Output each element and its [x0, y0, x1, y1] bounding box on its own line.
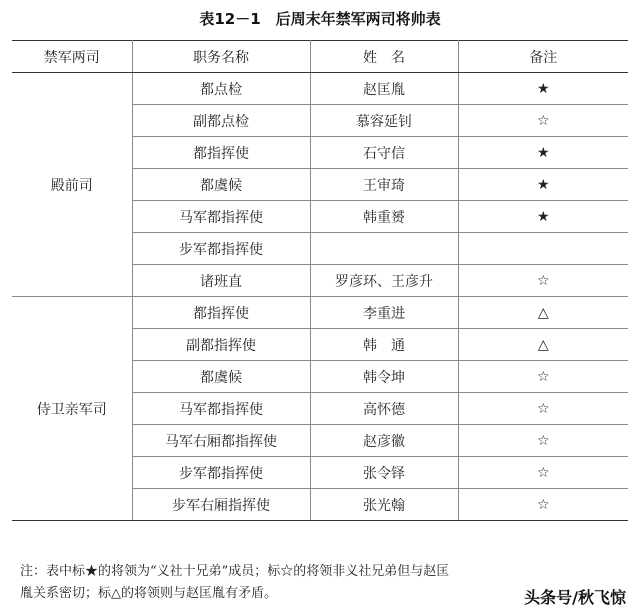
header-cell-post: 职务名称	[132, 41, 310, 73]
remark-cell: ☆	[458, 489, 628, 521]
person-cell: 石守信	[310, 137, 458, 169]
header-cell-division: 禁军两司	[12, 41, 132, 73]
post-cell: 马军右厢都指挥使	[132, 425, 310, 457]
post-cell: 步军都指挥使	[132, 457, 310, 489]
table-title: 表12－1 后周末年禁军两司将帅表	[199, 10, 441, 28]
table-row	[12, 73, 628, 105]
post-cell: 马军都指挥使	[132, 201, 310, 233]
person-cell: 韩 通	[310, 329, 458, 361]
division-cell: 侍卫亲军司	[12, 297, 132, 521]
post-cell: 都虞候	[132, 361, 310, 393]
remark-cell: ☆	[458, 265, 628, 297]
person-cell: 韩令坤	[310, 361, 458, 393]
division-cell: 殿前司	[12, 73, 132, 297]
person-cell	[310, 233, 458, 265]
person-cell: 张光翰	[310, 489, 458, 521]
post-cell: 都点检	[132, 73, 310, 105]
person-cell: 韩重赟	[310, 201, 458, 233]
person-cell: 赵匡胤	[310, 73, 458, 105]
person-cell: 罗彦环、王彦升	[310, 265, 458, 297]
remark-cell: ☆	[458, 361, 628, 393]
remark-cell: ☆	[458, 105, 628, 137]
post-cell: 都指挥使	[132, 137, 310, 169]
post-cell: 诸班直	[132, 265, 310, 297]
header-cell-name: 姓 名	[310, 41, 458, 73]
remark-cell: △	[458, 297, 628, 329]
remark-cell: ☆	[458, 425, 628, 457]
footnote-line-2: 胤关系密切；标△的将领则与赵匡胤有矛盾。	[20, 586, 277, 601]
post-cell: 都指挥使	[132, 297, 310, 329]
person-cell: 李重进	[310, 297, 458, 329]
person-cell: 赵彦徽	[310, 425, 458, 457]
watermark-text: 头条号/秋飞惊	[524, 588, 626, 607]
footnote-line-1: 注：表中标★的将领为“义社十兄弟”成员；标☆的将领非义社兄弟但与赵匡	[20, 564, 450, 579]
post-cell: 步军都指挥使	[132, 233, 310, 265]
person-cell: 张令铎	[310, 457, 458, 489]
post-cell: 马军都指挥使	[132, 393, 310, 425]
header-cell-remark: 备注	[458, 41, 628, 73]
person-cell: 慕容延钊	[310, 105, 458, 137]
remark-cell: △	[458, 329, 628, 361]
table-row	[12, 297, 628, 329]
commanders-table	[12, 40, 628, 521]
remark-cell	[458, 233, 628, 265]
table-header-row	[12, 41, 628, 73]
remark-cell: ★	[458, 169, 628, 201]
remark-cell: ☆	[458, 457, 628, 489]
remark-cell: ☆	[458, 393, 628, 425]
post-cell: 步军右厢指挥使	[132, 489, 310, 521]
post-cell: 副都点检	[132, 105, 310, 137]
person-cell: 王审琦	[310, 169, 458, 201]
table-body	[12, 73, 628, 521]
post-cell: 都虞候	[132, 169, 310, 201]
remark-cell: ★	[458, 201, 628, 233]
person-cell: 高怀德	[310, 393, 458, 425]
post-cell: 副都指挥使	[132, 329, 310, 361]
remark-cell: ★	[458, 137, 628, 169]
remark-cell: ★	[458, 73, 628, 105]
